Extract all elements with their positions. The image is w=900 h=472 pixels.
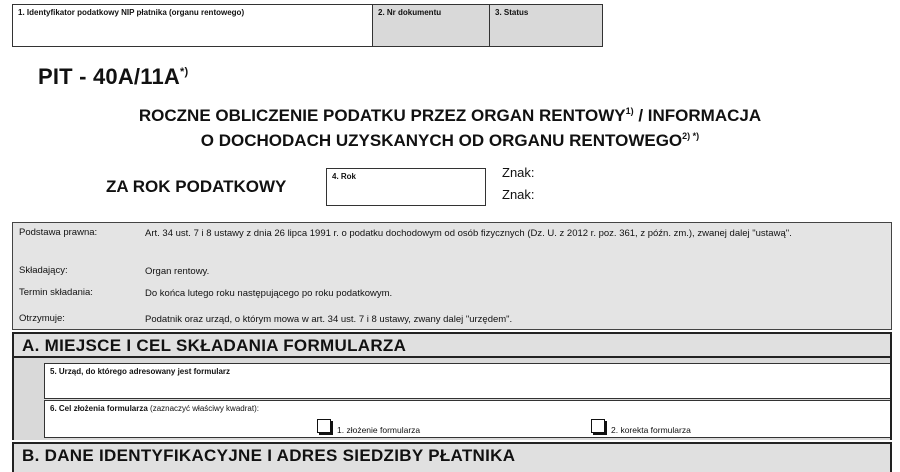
info-value: Podatnik oraz urząd, o którym mowa w art. 34 ust. 7 i 8 ustawy, zwany dalej "urzędem". bbox=[145, 314, 513, 325]
section-b-header bbox=[12, 442, 892, 472]
nip-field[interactable] bbox=[12, 4, 374, 47]
nip-field-label: 1. Identyfikator podatkowy NIP płatnika (organu rentowego) bbox=[18, 8, 245, 17]
info-label: Otrzymuje: bbox=[19, 313, 65, 324]
submission-option-label: 1. złożenie formularza bbox=[337, 425, 421, 435]
purpose-label bbox=[50, 404, 259, 413]
info-label: Składający: bbox=[19, 265, 68, 276]
form-code-text: PIT - 40A/11A bbox=[38, 64, 180, 89]
submission-checkbox[interactable] bbox=[317, 419, 331, 433]
title-line2-text: O DOCHODACH UZYSKANYCH OD ORGANU RENTOWEGO bbox=[200, 131, 683, 150]
correction-checkbox[interactable] bbox=[591, 419, 605, 433]
purpose-field bbox=[44, 400, 890, 438]
document-number-field bbox=[372, 4, 490, 47]
section-b-title: B. DANE IDENTYFIKACYJNE I ADRES SIEDZIBY PŁATNIKA bbox=[22, 446, 516, 465]
purpose-label-text: 6. Cel złożenia formularza bbox=[50, 404, 148, 413]
legal-info-block bbox=[12, 222, 892, 330]
info-value: Organ rentowy. bbox=[145, 266, 210, 277]
title-line1-text: ROCZNE OBLICZENIE PODATKU PRZEZ ORGAN RENTOWY bbox=[138, 106, 626, 125]
form-title-line2 bbox=[0, 131, 900, 151]
form-title-line1 bbox=[0, 106, 900, 126]
document-number-label: 2. Nr dokumentu bbox=[378, 8, 442, 17]
purpose-label-note: (zaznaczyć właściwy kwadrat): bbox=[147, 404, 259, 413]
correction-option-label: 2. korekta formularza bbox=[611, 425, 691, 435]
year-field[interactable] bbox=[326, 168, 486, 206]
year-field-label: 4. Rok bbox=[332, 172, 357, 181]
tax-office-label: 5. Urząd, do którego adresowany jest formularz bbox=[50, 367, 231, 376]
znak-label-1: Znak: bbox=[502, 165, 535, 180]
status-label: 3. Status bbox=[495, 8, 529, 17]
title-line1-tail: / INFORMACJA bbox=[633, 106, 762, 125]
title-line2-sup: 2) *) bbox=[682, 131, 700, 141]
form-code bbox=[38, 64, 188, 90]
section-a-title: A. MIEJSCE I CEL SKŁADANIA FORMULARZA bbox=[22, 336, 407, 355]
tax-office-field[interactable] bbox=[44, 363, 890, 399]
form-code-mark: *) bbox=[180, 66, 189, 78]
info-label: Podstawa prawna: bbox=[19, 227, 98, 238]
tax-year-label: ZA ROK PODATKOWY bbox=[106, 177, 287, 196]
section-a-header bbox=[12, 332, 892, 358]
status-field bbox=[489, 4, 603, 47]
info-value: Art. 34 ust. 7 i 8 ustawy z dnia 26 lipca 1991 r. o podatku dochodowym od osób fizycznych (Dz. U. z 2012 r. poz. 361, z późn. zm.), zwanej dalej "ustawą". bbox=[145, 228, 792, 239]
info-value: Do końca lutego roku następującego po roku podatkowym. bbox=[145, 288, 393, 299]
znak-label-2: Znak: bbox=[502, 187, 535, 202]
title-line1-sup: 1) bbox=[625, 106, 634, 116]
info-label: Termin składania: bbox=[19, 287, 93, 298]
